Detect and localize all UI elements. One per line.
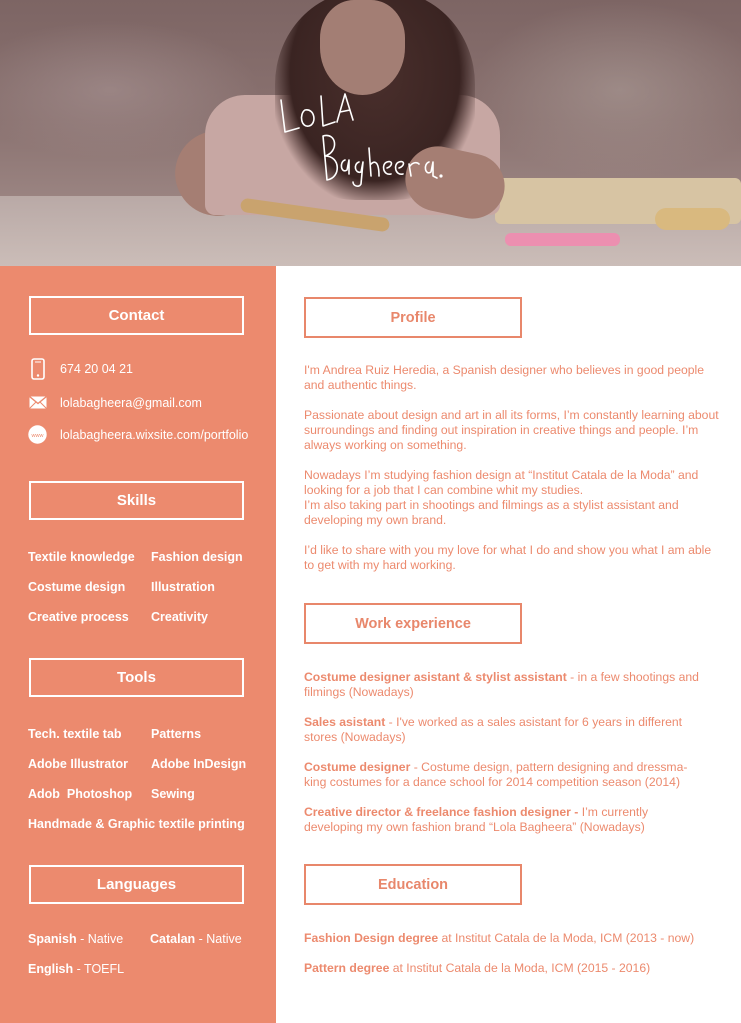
tape-roll [655, 208, 730, 230]
education-heading: Education [304, 864, 522, 905]
contact-email [28, 393, 202, 412]
education-list [304, 931, 724, 976]
header-photo [0, 0, 741, 266]
work-heading: Work experience [304, 603, 522, 644]
tool-item: Adobe InDesign [151, 757, 247, 771]
languages-heading: Languages [29, 865, 244, 904]
work-item: Costume designer - Costume design, pattern designing and dressma-king costumes for a dance school for 2014 competition season (2014) [304, 760, 688, 789]
tool-item: Tech. textile tab [28, 727, 122, 741]
profile-paragraph: Nowadays I’m studying fashion design at “Institut Catala de la Moda” and looking for a job that I can combine whit my studies. [304, 468, 699, 497]
web-text: lolabagheera.wixsite.com/portfolio [60, 427, 249, 442]
skill-item: Costume design [28, 580, 126, 594]
language-item: Catalan - Native [150, 932, 242, 946]
skill-item: Creativity [151, 610, 208, 624]
tool-item: Adob Photoshop [28, 787, 133, 801]
tool-item: Handmade & Graphic textile printing [28, 817, 245, 831]
contact-web [28, 425, 248, 444]
tool-item: Sewing [151, 787, 195, 801]
skill-item: Textile knowledge [28, 550, 135, 564]
tailor-chalk [505, 233, 620, 246]
sidebar [0, 266, 276, 1023]
language-item: English - TOEFL [28, 962, 125, 976]
skill-item: Illustration [151, 580, 215, 594]
background-blur [470, 0, 741, 180]
profile-paragraph: I’m also taking part in shootings and filmings as a stylist assistant and developing my own brand. [304, 498, 679, 527]
tools-heading: Tools [29, 658, 244, 697]
skills-heading: Skills [29, 481, 244, 520]
language-item: Spanish - Native [28, 932, 124, 946]
phone-icon [28, 359, 47, 378]
skill-item: Creative process [28, 610, 129, 624]
education-item: Pattern degree at Institut Catala de la Moda, ICM (2015 - 2016) [304, 961, 651, 975]
tool-item: Adobe Illustrator [28, 757, 129, 771]
tool-item: Patterns [151, 727, 202, 741]
mail-icon [28, 393, 47, 412]
work-list [304, 670, 704, 835]
contact-heading: Contact [29, 296, 244, 335]
work-item: Creative director & freelance fashion designer - I’m currently developing my own fashion brand “Lola Bagheera” (Nowadays) [304, 805, 649, 834]
skill-item: Fashion design [151, 550, 243, 564]
profile-text [304, 363, 724, 573]
profile-paragraph: I'm Andrea Ruiz Heredia, a Spanish designer who believes in good people and authentic things. [304, 363, 705, 392]
www-icon [28, 425, 47, 444]
education-item: Fashion Design degree at Institut Catala de la Moda, ICM (2013 - now) [304, 931, 695, 945]
profile-paragraph: Passionate about design and art in all its forms, I’m constantly learning about surroundings and finding out inspiration in creative things and people. I’m always working on something. [304, 408, 719, 452]
profile-heading: Profile [304, 297, 522, 338]
profile-paragraph: I’d like to share with you my love for what I do and show you what I am able to get with my hard working. [304, 543, 712, 572]
work-item: Sales asistant - I've worked as a sales asistant for 6 years in different stores (Nowadays) [304, 715, 683, 744]
signature-logo [275, 80, 445, 190]
contact-phone [28, 359, 133, 378]
phone-text: 674 20 04 21 [60, 361, 133, 376]
svg-text:www: www [31, 433, 44, 439]
work-item: Costume designer asistant & stylist assistant - in a few shootings and filmings (Nowadays) [304, 670, 699, 699]
email-text: lolabagheera@gmail.com [60, 395, 202, 410]
